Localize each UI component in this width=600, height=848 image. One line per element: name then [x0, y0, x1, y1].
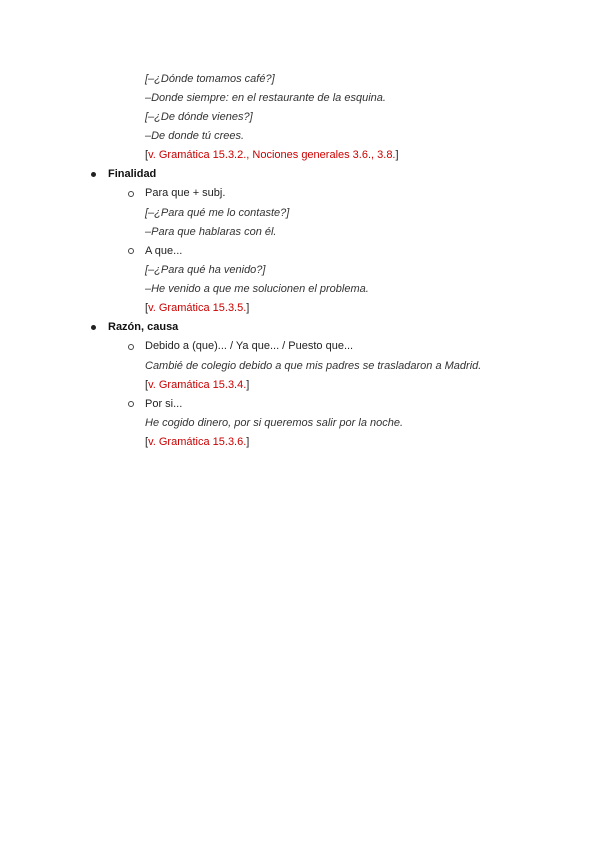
list-item-label: Por si...: [145, 398, 183, 410]
example-line: Cambié de colegio debido a que mis padres se trasladaron a Madrid.: [145, 360, 482, 372]
bullet-circle-icon: [128, 401, 134, 407]
bracket: ]: [246, 436, 250, 448]
list-item-label: A que...: [145, 245, 183, 257]
example-line: –Para que hablaras con él.: [145, 226, 277, 238]
example-line: –Donde siempre: en el restaurante de la esquina.: [145, 92, 386, 104]
bracket: [: [145, 436, 149, 448]
reference-line: [145, 301, 249, 315]
grammar-reference-link[interactable]: v. Gramática 15.3.2., Nociones generales 3.6., 3.8.: [148, 149, 396, 161]
grammar-reference-link[interactable]: v. Gramática 15.3.4.: [148, 379, 247, 391]
bracket: ]: [246, 302, 250, 314]
example-line: [–¿Dónde tomamos café?]: [145, 73, 275, 85]
bracket: [: [145, 302, 149, 314]
example-line: –He venido a que me solucionen el problema.: [145, 283, 369, 295]
bracket: ]: [246, 379, 250, 391]
example-line: [–¿Para qué me lo contaste?]: [145, 207, 290, 219]
bullet-circle-icon: [128, 344, 134, 350]
bracket: [: [145, 379, 149, 391]
grammar-reference-link[interactable]: v. Gramática 15.3.5.: [148, 302, 247, 314]
reference-line: [145, 378, 249, 392]
reference-line: [145, 435, 249, 449]
example-line: [–¿De dónde vienes?]: [145, 111, 253, 123]
bullet-circle-icon: [128, 248, 134, 254]
example-line: [–¿Para qué ha venido?]: [145, 264, 266, 276]
bullet-disc-icon: [91, 172, 96, 177]
bullet-disc-icon: [91, 325, 96, 330]
bracket: ]: [395, 149, 399, 161]
example-line: –De donde tú crees.: [145, 130, 245, 142]
bullet-circle-icon: [128, 191, 134, 197]
list-item-label: Debido a (que)... / Ya que... / Puesto que...: [145, 340, 354, 352]
example-line: He cogido dinero, por si queremos salir por la noche.: [145, 417, 404, 429]
section-heading-finalidad: Finalidad: [108, 168, 157, 180]
section-heading-razon: Razón, causa: [108, 321, 179, 333]
grammar-reference-link[interactable]: v. Gramática 15.3.6.: [148, 436, 247, 448]
bracket: [: [145, 149, 149, 161]
list-item-label: Para que + subj.: [145, 187, 226, 199]
reference-line: [145, 148, 399, 162]
